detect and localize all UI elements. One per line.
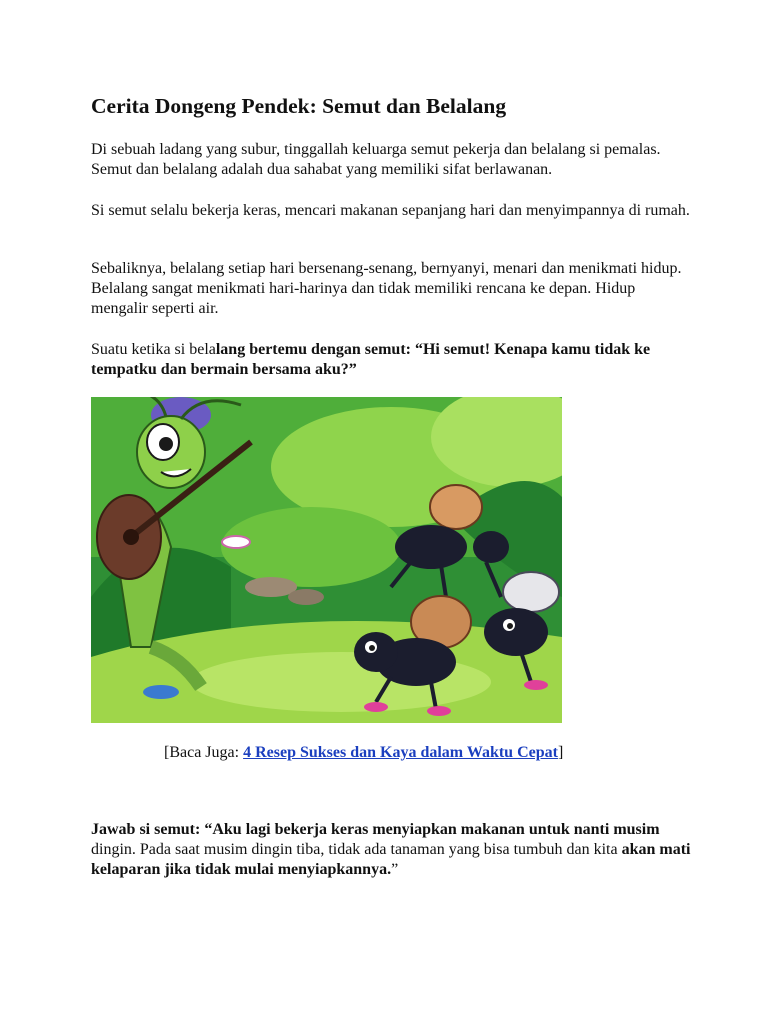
grasshopper-and-ants-illustration — [91, 397, 562, 723]
read-also-suffix: ] — [557, 744, 564, 761]
paragraph-ant-reply-close: ” — [391, 861, 399, 878]
paragraph-meeting — [91, 340, 691, 380]
read-also-link[interactable]: 4 Resep Sukses dan Kaya dalam Waktu Cepat — [243, 744, 558, 761]
paragraph-meeting-plain: Suatu ketika si bela — [91, 341, 216, 358]
story-illustration — [91, 397, 562, 723]
paragraph-ant-reply-middle: dingin. Pada saat musim dingin tiba, tidak ada tanaman yang bisa tumbuh dan kita — [91, 841, 618, 858]
read-also-line — [164, 743, 563, 763]
page-title: Cerita Dongeng Pendek: Semut dan Belalang — [91, 94, 507, 118]
paragraph-ant: Si semut selalu bekerja keras, mencari makanan sepanjang hari dan menyimpannya di rumah. — [91, 202, 690, 219]
paragraph-intro: Di sebuah ladang yang subur, tinggallah keluarga semut pekerja dan belalang si pemalas. Semut dan belalang adalah dua sahabat yang memiliki sifat berlawanan. — [91, 141, 661, 178]
read-also-prefix: [Baca Juga: — [164, 744, 244, 761]
paragraph-meeting-quote: lang bertemu dengan semut: “Hi semut! Kenapa kamu tidak ke tempatku dan bermain bersama aku?” — [91, 341, 651, 378]
paragraph-ant-reply — [91, 820, 691, 880]
paragraph-grasshopper: Sebaliknya, belalang setiap hari bersenang-senang, bernyanyi, menari dan menikmati hidup. Belalang sangat menikmati hari-harinya dan tidak memiliki rencana ke depan. Hidup mengalir seperti air. — [91, 260, 682, 317]
paragraph-ant-reply-quote-start: Jawab si semut: “Aku lagi bekerja keras menyiapkan makanan untuk nanti musim — [91, 821, 660, 838]
paragraph-ant-reply-quote-end: akan mati kelaparan jika tidak mulai menyiapkannya. — [91, 841, 691, 878]
